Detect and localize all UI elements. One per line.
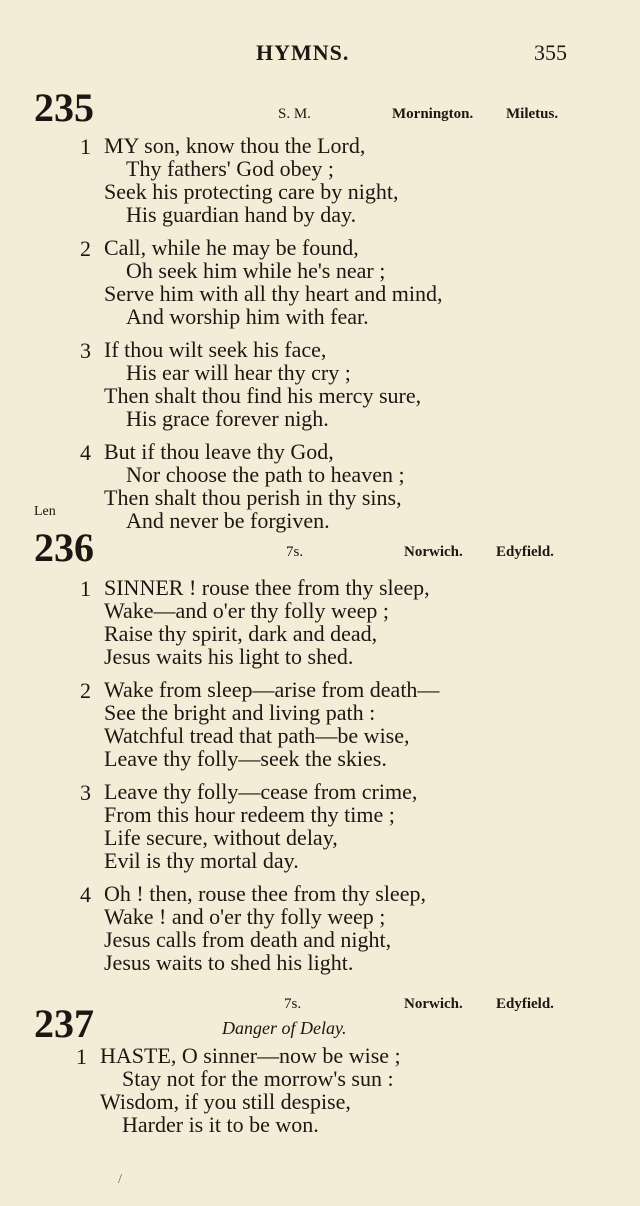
verse-line: Wake from sleep—arise from death— (104, 677, 440, 702)
hymn-number: 235 (34, 85, 94, 130)
verse-line: And worship him with fear. (126, 304, 369, 329)
stray-ink-mark: / (118, 1172, 122, 1187)
hymn-tune-primary: Norwich. (404, 544, 463, 560)
verse-line: Evil is thy mortal day. (104, 848, 299, 873)
hymn-subtitle: Danger of Delay. (222, 1018, 347, 1038)
verse-line: From this hour redeem thy time ; (104, 802, 395, 827)
hymn-meter: 7s. (286, 544, 304, 560)
verse-number: 1 (80, 576, 91, 601)
verse-line: Harder is it to be won. (122, 1112, 319, 1137)
verse-line: And never be forgiven. (126, 508, 330, 533)
verse-number: 4 (80, 882, 91, 907)
verse-line: Life secure, without delay, (104, 825, 338, 850)
verse-line: Oh ! then, rouse thee from thy sleep, (104, 881, 426, 906)
verse-line: Jesus calls from death and night, (104, 927, 392, 952)
verse-line: Oh seek him while he's near ; (126, 258, 386, 283)
verse-line: Leave thy folly—seek the skies. (104, 746, 387, 771)
verse-line: Watchful tread that path—be wise, (104, 723, 410, 748)
verse-number: 3 (80, 780, 91, 805)
page-number: 355 (534, 40, 567, 65)
verse-line: His guardian hand by day. (126, 202, 357, 227)
verse-line: His grace forever nigh. (126, 406, 329, 431)
verse-line: Then shalt thou find his mercy sure, (104, 383, 422, 408)
hymn-number: 237 (34, 1001, 94, 1046)
hymn-meter: S. M. (278, 106, 311, 122)
verse-line: Stay not for the morrow's sun : (122, 1066, 394, 1091)
verse-line: HASTE, O sinner—now be wise ; (100, 1043, 401, 1068)
verse-line: Thy fathers' God obey ; (126, 156, 335, 181)
verse-line: Raise thy spirit, dark and dead, (104, 621, 378, 646)
hymn-number: 236 (34, 525, 94, 570)
verse-line: If thou wilt seek his face, (104, 337, 327, 362)
hymn-tune-primary: Norwich. (404, 996, 463, 1012)
verse-line: Seek his protecting care by night, (104, 179, 399, 204)
verse-number: 1 (80, 134, 91, 159)
hymn-tune-alternate: Miletus. (506, 106, 559, 122)
hymn-tune-alternate: Edyfield. (496, 996, 554, 1012)
verse-line: Jesus waits his light to shed. (104, 644, 354, 669)
hymn-meter: 7s. (284, 996, 302, 1012)
verse-line: Leave thy folly—cease from crime, (104, 779, 418, 804)
verse-line: MY son, know thou the Lord, (104, 133, 366, 158)
verse-line: Wake ! and o'er thy folly weep ; (104, 904, 386, 929)
verse-line: SINNER ! rouse thee from thy sleep, (104, 575, 430, 600)
hymn-tune-alternate: Edyfield. (496, 544, 554, 560)
hymn-tune-primary: Mornington. (392, 106, 474, 122)
verse-number: 4 (80, 440, 91, 465)
verse-line: Then shalt thou perish in thy sins, (104, 485, 402, 510)
verse-line: His ear will hear thy cry ; (126, 360, 351, 385)
running-header-title: HYMNS. (256, 40, 350, 65)
verse-line: But if thou leave thy God, (104, 439, 334, 464)
verse-number: 1 (76, 1044, 87, 1069)
verse-line: See the bright and living path : (104, 700, 376, 725)
verse-number: 2 (80, 236, 91, 261)
margin-annotation: Len (34, 504, 56, 519)
verse-line: Wisdom, if you still despise, (100, 1089, 351, 1114)
verse-line: Call, while he may be found, (104, 235, 359, 260)
verse-line: Nor choose the path to heaven ; (126, 462, 405, 487)
verse-number: 3 (80, 338, 91, 363)
verse-line: Jesus waits to shed his light. (104, 950, 354, 975)
verse-line: Wake—and o'er thy folly weep ; (104, 598, 390, 623)
verse-number: 2 (80, 678, 91, 703)
verse-line: Serve him with all thy heart and mind, (104, 281, 443, 306)
